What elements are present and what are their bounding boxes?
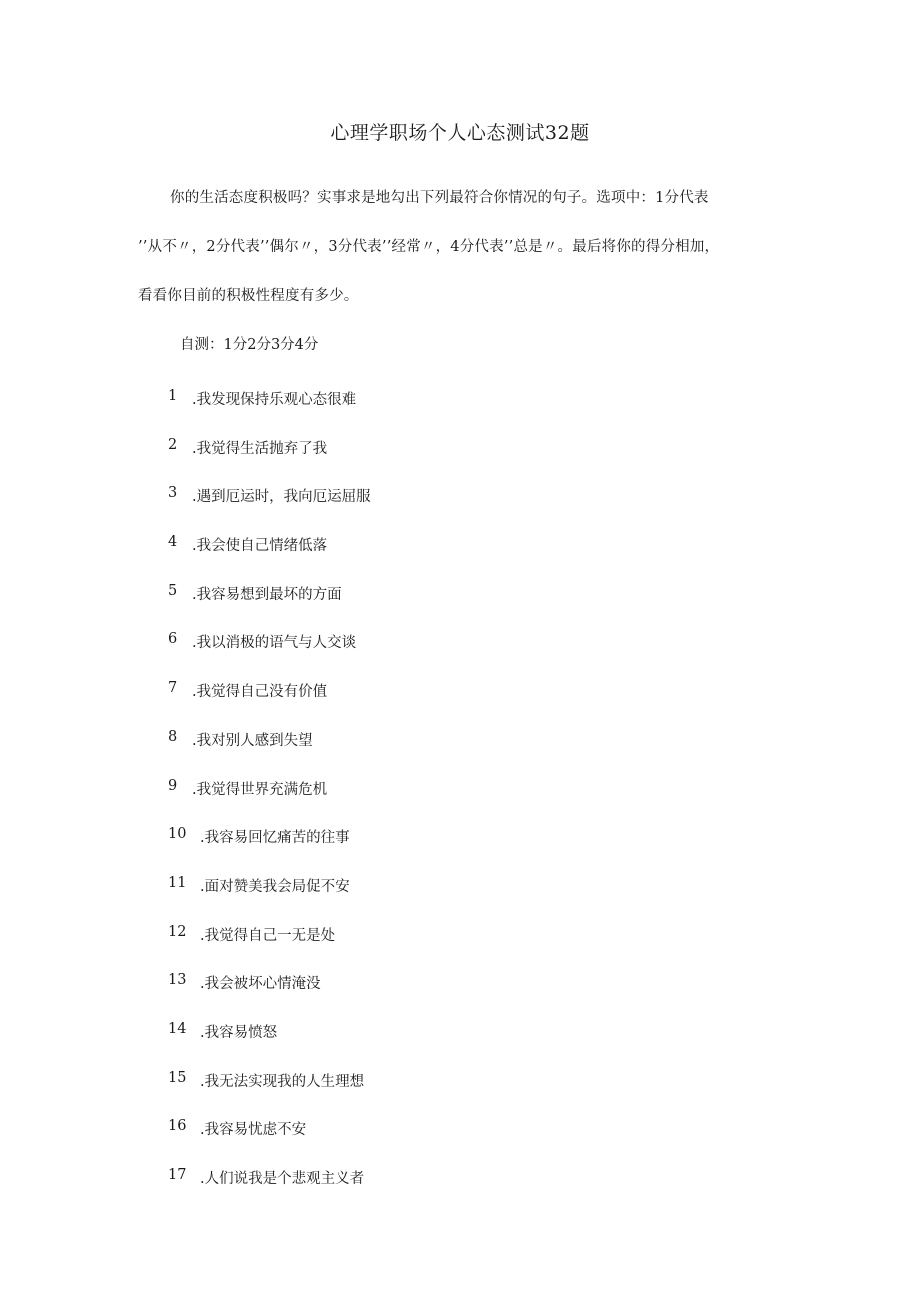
intro-line-3: 看看你目前的积极性程度有多少。 <box>138 288 359 304</box>
question-item <box>168 924 371 973</box>
question-text: .面对赞美我会局促不安 <box>200 878 350 895</box>
question-list <box>168 388 371 1216</box>
question-item <box>168 1118 371 1167</box>
question-item <box>168 1021 371 1070</box>
question-item <box>168 388 371 437</box>
question-text: .我容易愤怒 <box>200 1024 278 1041</box>
question-text: .我觉得自己没有价值 <box>192 684 328 701</box>
question-text: .我会被坏心情淹没 <box>200 976 321 993</box>
question-number: 14 <box>168 1020 187 1037</box>
question-text: .我会使自己情绪低落 <box>192 538 328 555</box>
question-item <box>168 437 371 486</box>
question-item <box>168 875 371 924</box>
question-item <box>168 1070 371 1119</box>
question-text: .我容易回忆痛苦的往事 <box>200 830 350 847</box>
question-item <box>168 826 371 875</box>
question-text: .遇到厄运时，我向厄运屈服 <box>192 489 371 506</box>
question-number: 7 <box>168 680 178 697</box>
question-number: 10 <box>168 826 187 843</box>
question-item <box>168 972 371 1021</box>
question-number: 5 <box>168 582 178 599</box>
question-item <box>168 729 371 778</box>
question-text: .人们说我是个悲观主义者 <box>200 1171 365 1187</box>
question-number: 6 <box>168 631 178 648</box>
question-number: 9 <box>168 777 178 794</box>
document-title: 心理学职场个人心态测试32题 <box>330 122 590 144</box>
question-number: 17 <box>168 1167 187 1183</box>
question-text: .我容易忧虑不安 <box>200 1122 307 1139</box>
scale-line: 自测：1分2分3分4分 <box>180 337 319 353</box>
question-number: 3 <box>168 485 178 502</box>
question-number: 8 <box>168 728 178 745</box>
question-number: 4 <box>168 534 178 551</box>
question-text: .我觉得自己一无是处 <box>200 927 336 944</box>
question-text: .我觉得世界充满危机 <box>192 781 328 798</box>
intro-line-2: ’’从不〃，2分代表’’偶尔〃，3分代表’’经常〃，4分代表’’总是〃。最后将你的得分相加， <box>138 239 720 255</box>
question-text: .我以消极的语气与人交谈 <box>192 635 357 652</box>
question-item <box>168 534 371 583</box>
question-item <box>168 1167 371 1216</box>
question-number: 15 <box>168 1069 187 1086</box>
question-text: .我觉得生活抛弃了我 <box>192 440 328 457</box>
question-number: 16 <box>168 1118 187 1135</box>
intro-line-1: 你的生活态度积极吗？实事求是地勾出下列最符合你情况的句子。选项中：1分代表 <box>170 190 709 206</box>
question-text: .我对别人感到失望 <box>192 732 313 749</box>
question-item <box>168 680 371 729</box>
question-text: .我容易想到最坏的方面 <box>192 586 342 603</box>
question-item <box>168 485 371 534</box>
question-number: 2 <box>168 436 178 453</box>
question-text: .我发现保持乐观心态很难 <box>192 392 357 408</box>
question-number: 11 <box>168 874 187 891</box>
question-item <box>168 631 371 680</box>
question-item <box>168 778 371 827</box>
question-number: 12 <box>168 923 187 940</box>
question-text: .我无法实现我的人生理想 <box>200 1073 365 1090</box>
question-item <box>168 583 371 632</box>
question-number: 13 <box>168 972 187 989</box>
question-number: 1 <box>168 388 178 404</box>
